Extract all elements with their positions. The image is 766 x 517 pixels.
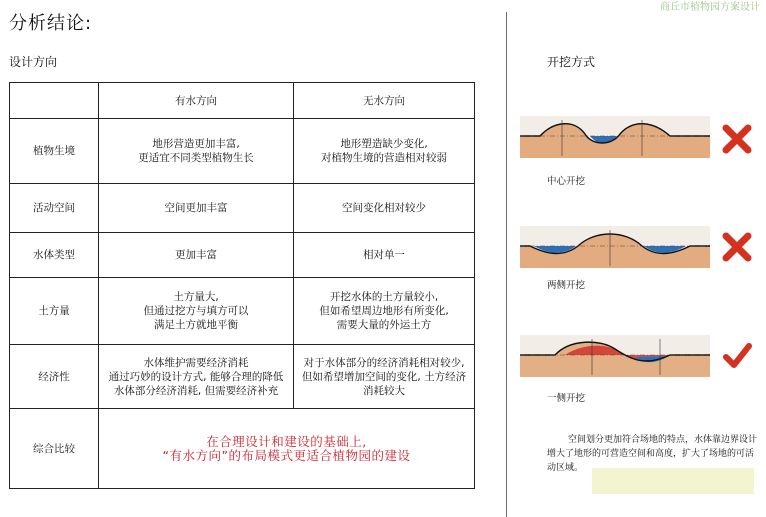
summary-row xyxy=(10,409,475,489)
header-project-name: 商丘市植物园方案设计 xyxy=(660,2,760,13)
two-side-excavation-diagram xyxy=(520,226,710,268)
red-x-icon xyxy=(722,124,752,154)
red-x-icon xyxy=(722,232,752,262)
section-title-excavation: 开挖方式 xyxy=(547,55,596,69)
cell-line: 水体部分经济消耗, 但需要经济补充 xyxy=(113,384,279,397)
cell-line: 开挖水体的土方量较小, xyxy=(329,291,439,303)
cell-line: 对植物生境的营造相对较弱 xyxy=(321,152,447,164)
red-check-icon xyxy=(722,341,752,371)
analysis-note: 空间划分更加符合场地的特点，水体靠边界设计增大了地形的可营造空间和高度，扩大了场地的可活动区域。 xyxy=(547,435,758,473)
cell-line: 消耗较大 xyxy=(363,384,405,397)
table-corner-cell xyxy=(10,83,99,119)
cell-line: 相对单一 xyxy=(363,249,405,261)
cell-nowater xyxy=(294,233,475,278)
row-label: 土方量 xyxy=(10,278,99,345)
center-excavation-diagram xyxy=(520,116,710,158)
cell-line: 但如希望周边地形有所变化, xyxy=(319,305,449,317)
conclusion-cell xyxy=(99,409,475,489)
section-title-design-direction: 设计方向 xyxy=(9,55,58,69)
cell-line: 对于水体部分的经济消耗相对较少, xyxy=(303,356,465,369)
cell-water xyxy=(99,119,294,184)
caption-two-side: 两侧开挖 xyxy=(547,280,586,291)
comparison-table xyxy=(9,82,475,489)
row-label: 水体类型 xyxy=(10,233,99,278)
one-side-excavation-diagram xyxy=(520,335,710,377)
cell-nowater xyxy=(294,184,475,233)
table-row xyxy=(10,278,475,345)
cell-water xyxy=(99,278,294,345)
cell-line: 更加丰富 xyxy=(175,249,217,261)
row-label: 植物生境 xyxy=(10,119,99,184)
cell-water xyxy=(99,184,294,233)
cell-water xyxy=(99,345,294,409)
cell-line: 通过巧妙的设计方式, 能够合理的降低 xyxy=(108,370,284,383)
table-row xyxy=(10,345,475,409)
table-row xyxy=(10,119,475,184)
watermark-box xyxy=(592,468,754,494)
page-title: 分析结论: xyxy=(9,13,93,34)
table-row xyxy=(10,233,475,278)
col-header-nowater: 无水方向 xyxy=(294,83,475,119)
conclusion-line: 在合理设计和建设的基础上, xyxy=(206,433,367,449)
cell-line: 空间变化相对较少 xyxy=(342,202,426,214)
cell-nowater xyxy=(294,119,475,184)
x-stroke xyxy=(726,236,748,258)
row-label: 经济性 xyxy=(10,345,99,409)
caption-one-side: 一侧开挖 xyxy=(547,393,586,404)
table-row xyxy=(10,184,475,233)
cell-water xyxy=(99,233,294,278)
vertical-divider xyxy=(506,12,507,517)
table-header-row xyxy=(10,83,475,119)
cell-line: 需要大量的外运土方 xyxy=(336,319,432,331)
caption-center: 中心开挖 xyxy=(547,176,586,187)
row-label: 活动空间 xyxy=(10,184,99,233)
cell-line: 更适宜不同类型植物生长 xyxy=(138,152,254,164)
cell-line: 满足土方就地平衡 xyxy=(154,319,238,331)
row-label: 综合比较 xyxy=(10,409,99,489)
cell-line: 地形塑造缺少变化, xyxy=(340,138,428,150)
x-stroke xyxy=(726,128,748,150)
cell-nowater xyxy=(294,345,475,409)
cell-line: 土方量大, xyxy=(173,291,219,303)
check-stroke xyxy=(726,346,749,365)
cell-line: 水体维护需要经济消耗 xyxy=(143,356,249,369)
col-header-water: 有水方向 xyxy=(99,83,294,119)
cell-nowater xyxy=(294,278,475,345)
cell-line: 但通过挖方与填方可以 xyxy=(143,305,249,317)
cell-line: 空间更加丰富 xyxy=(164,202,228,214)
cell-line: 地形营造更加丰富, xyxy=(152,138,240,150)
conclusion-line: “有水方向”的布局模式更适合植物园的建设 xyxy=(162,447,411,463)
cell-line: 但如希望增加空间的变化, 土方经济 xyxy=(301,370,467,383)
